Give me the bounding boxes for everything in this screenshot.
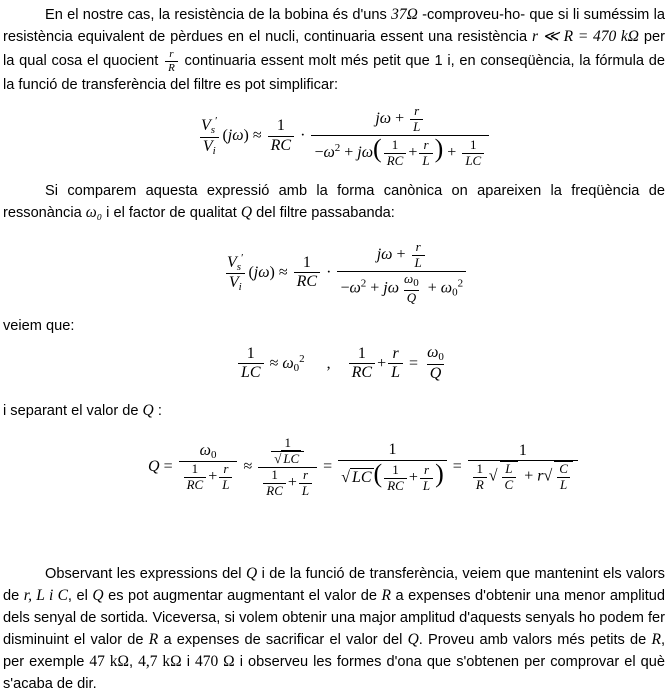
equation-quality-factor: Q = $\omega_0$ $\frac{1}{RC}$ + $\frac{r}{L}$ ≈ $\frac{1}{√ LC}$ $\frac{1}{RC}$ + $\frac{r}{L}$ = 1 √ LC( $\frac{1}{RC}$ + $\frac{r}{L}$ ) = 1 $\frac{1}{R}$ √ $\frac{L}{C}$ + r√ $\frac{C}{L}$ xyxy=(148,436,580,499)
paragraph-veiem: veiem que: xyxy=(3,318,75,334)
equation-identification: $\frac{1}{LC}$ ≈ $\omega_0^2$ , 1 RC + $\frac{r}{L}$ = $\frac{\omega_0}{Q}$ xyxy=(236,344,449,383)
r-over-R-fraction: $\frac{r}{R}$ xyxy=(165,48,178,74)
paragraph-canonical: Si comparem aquesta expressió amb la forma canònica on apareixen la freqüència de ressonància ω₀ i el factor de qualitat Q del filtre passabanda: xyxy=(3,183,665,221)
paragraph-separant: i separant el valor de Q : xyxy=(3,402,162,419)
equation-canonical-form: $V_s'$ $V_i$ (jω) ≈ $\frac{1}{RC}$ · jω + $\frac{r}{L}$ $-\omega^2 + j\omega$ $\frac{\omega_0}{Q}$ + $\omega_0^2$ xyxy=(222,240,468,305)
paragraph-observations: Observant les expressions del Q i de la funció de transferència, veiem que mantenint els valors de r, L i C, el Q es pot augmentar augmentant el valor de R a expenses d'obtenir una menor amplitud dels senyal de sortida. Viceversa, si volem obtenir una major amplitud d'aquests senyals ho podem fer disminuint el valor de R a expenses de sacrificar el valor del Q. Proveu amb valors més petits de R, per exemple 47 kΩ, 4,7 kΩ i 470 Ω i observeu les formes d'ona que s'obtenen per comprovar el què s'acaba de dir. xyxy=(3,565,666,692)
equation-transfer-simplified: $V_s'$ $V_i$ (jω) ≈ $\frac{1}{RC}$ · jω + $\frac{r}{L}$ $-\omega^2 + j\omega$( $\frac{1}{RC}$ + $\frac{r}{L}$ ) + $\frac{1}{LC}$ xyxy=(196,104,491,169)
paragraph-intro: En el nostre cas, la resistència de la bobina és d'uns 37Ω -comproveu-ho- que si li suméssim la resistència equivalent de pèrdues en el nucli, continuaria essent una resistència r ≪ R = 470 kΩ per la qual cosa el quocient $\frac{r}{R}$ continuaria essent molt més petit que 1 i, en conseqüència, la fórmula de la funció de transferència del filtre es pot simplificar: xyxy=(3,6,665,94)
